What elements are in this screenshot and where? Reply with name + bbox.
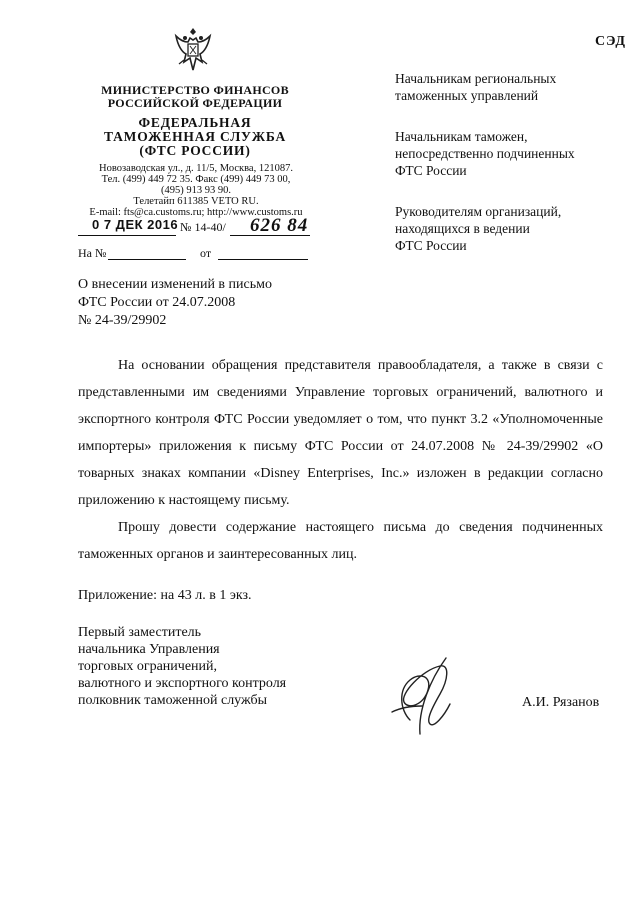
ministry-line: РОССИЙСКОЙ ФЕДЕРАЦИИ <box>107 96 283 110</box>
service-line: ТАМОЖЕННАЯ СЛУЖБА <box>103 129 287 144</box>
outgoing-number-prefix: № 14-40/ <box>180 220 226 234</box>
contact-line: Телетайп 611385 VETO RU. <box>133 196 259 207</box>
subject-line: О внесении изменений в письмо <box>78 277 272 292</box>
registration-line <box>78 215 338 240</box>
contact-line: Новозаводская ул., д. 11/5, Москва, 121087. <box>99 163 293 174</box>
addressee-block <box>395 128 625 179</box>
addressee-line: Начальникам таможен, <box>395 129 528 144</box>
service-line: (ФТС РОССИИ) <box>139 143 251 158</box>
service-line: ФЕДЕРАЛЬНАЯ <box>138 115 252 130</box>
letter-subject <box>78 276 272 330</box>
signatory-position <box>78 624 286 709</box>
outgoing-number-handwritten: 626 84 <box>250 215 309 236</box>
ministry-name <box>60 84 330 110</box>
position-line: начальника Управления <box>78 642 220 657</box>
service-contacts <box>58 163 334 218</box>
addressee-line: Начальникам региональных <box>395 71 557 86</box>
reference-date-label: от <box>200 246 212 260</box>
reference-number-underline <box>108 259 186 260</box>
addressee-line: ФТС России <box>395 238 467 253</box>
contact-line: E-mail: fts@ca.customs.ru; http://www.customs.ru <box>89 207 303 218</box>
contact-line: (495) 913 93 90. <box>161 185 231 196</box>
date-underline <box>78 235 176 236</box>
signatory-name: А.И. Рязанов <box>522 695 600 710</box>
letter-body <box>78 352 603 568</box>
state-emblem-icon <box>170 24 216 76</box>
addressee-line: Руководителям организаций, <box>395 204 562 219</box>
number-underline <box>230 235 310 236</box>
addressee-line: ФТС России <box>395 163 467 178</box>
attachment-note: Приложение: на 43 л. в 1 экз. <box>78 588 252 603</box>
body-paragraph: На основании обращения представителя правообладателя, а также в связи с представленными им сведениями Управление торговых ограничений, валютного и экспортного контроля ФТС России уведомляет о том, что пункт 3.2 «Уполномоченные импортеры» приложения к письму ФТС России от 24.07.2008 № 24-39/29902 «О товарных знаках компании «Disney Enterprises, Inc.» изложен в редакции согласно приложению к настоящему письму. <box>78 358 603 508</box>
addressee-block <box>395 203 625 254</box>
reference-line <box>78 246 338 266</box>
contact-line: Тел. (499) 449 72 35. Факс (499) 449 73 00, <box>101 174 291 185</box>
addressee-line: таможенных управлений <box>395 88 539 103</box>
document-system-tag: СЭД <box>594 34 626 49</box>
handwritten-signature <box>370 650 480 740</box>
reference-date-underline <box>218 259 308 260</box>
position-line: торговых ограничений, <box>78 659 218 674</box>
addressee-line: непосредственно подчиненных <box>395 146 575 161</box>
body-paragraph: Прошу довести содержание настоящего письма до сведения подчиненных таможенных органов и заинтересованных лиц. <box>78 520 603 562</box>
subject-line: ФТС России от 24.07.2008 <box>78 295 236 310</box>
subject-line: № 24-39/29902 <box>78 313 167 328</box>
position-line: Первый заместитель <box>78 625 202 640</box>
addressee-block <box>395 70 625 104</box>
date-stamp: 0 7 ДЕК 2016 <box>92 217 179 232</box>
addressee-line: находящихся в ведении <box>395 221 530 236</box>
ministry-line: МИНИСТЕРСТВО ФИНАНСОВ <box>101 83 289 97</box>
position-line: полковник таможенной службы <box>78 693 268 708</box>
service-name <box>60 116 330 158</box>
position-line: валютного и экспортного контроля <box>78 676 287 691</box>
reference-number-label: На № <box>78 246 107 260</box>
